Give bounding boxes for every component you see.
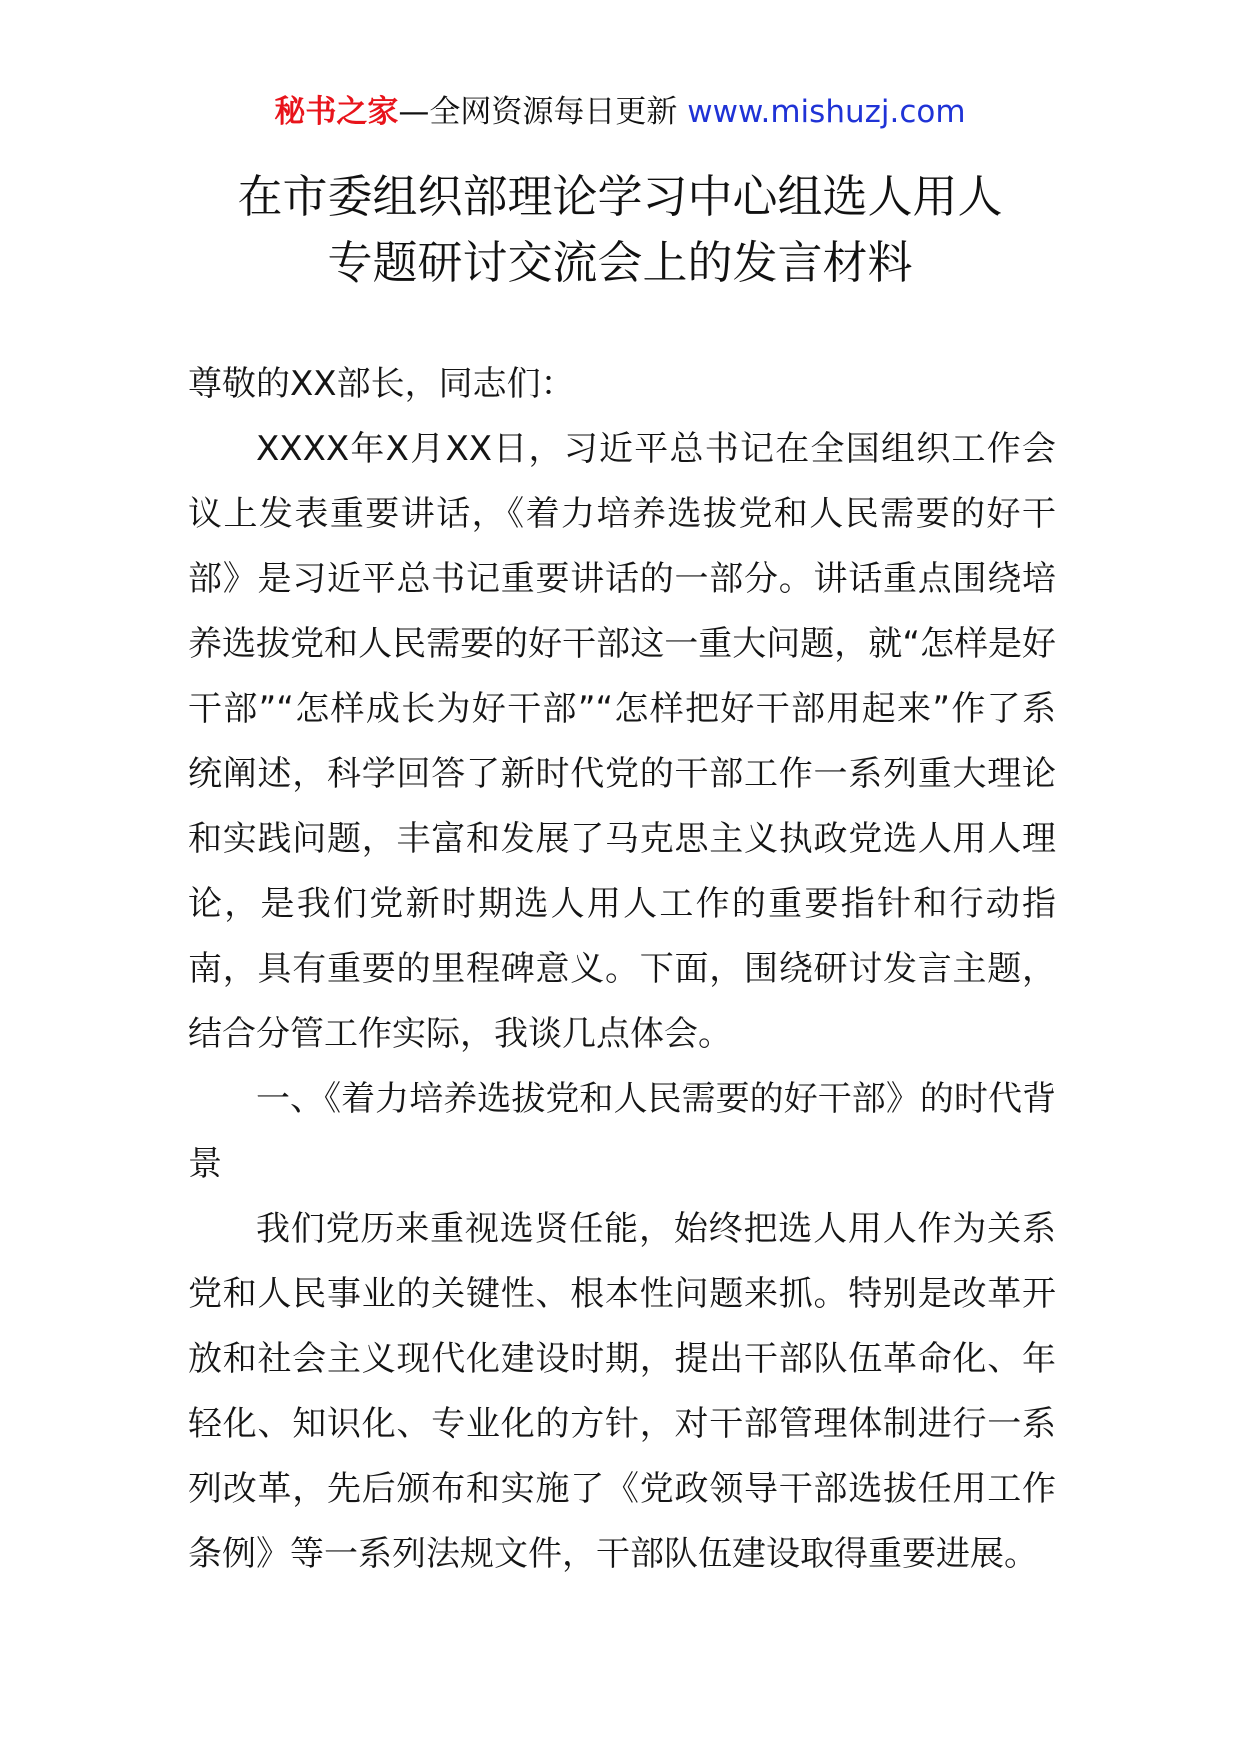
section-heading-1: 一、《着力培养选拔党和人民需要的好干部》的时代背景 xyxy=(188,1079,1056,1184)
body-paragraph-1: XXXX年X月XX日，习近平总书记在全国组织工作会议上发表重要讲话，《着力培养选拔党和人民需要的好干部》是习近平总书记重要讲话的一部分。讲话重点围绕培养选拔党和人民需要的好干部这一重大问题，就“怎样是好干部”“怎样成长为好干部”“怎样把好干部用起来”作了系统阐述，科学回答了新时代党的干部工作一系列重大理论和实践问题，丰富和发展了马克思主义执政党选人用人理论，是我们党新时期选人用人工作的重要指针和行动指南，具有重要的里程碑意义。下面，围绕研讨发言主题，结合分管工作实际，我谈几点体会。 xyxy=(188,429,1056,1054)
site-url-link[interactable]: www.mishuzj.com xyxy=(687,94,966,130)
title-line-2: 专题研讨交流会上的发言材料 xyxy=(327,236,913,289)
title-line-1: 在市委组织部理论学习中心组选人用人 xyxy=(237,170,1003,223)
document-title xyxy=(0,164,1240,296)
body-paragraph-2: 我们党历来重视选贤任能，始终把选人用人作为关系党和人民事业的关键性、根本性问题来抓。特别是改革开放和社会主义现代化建设时期，提出干部队伍革命化、年轻化、知识化、专业化的方针，对干部管理体制进行一系列改革，先后颁布和实施了《党政领导干部选拔任用工作条例》等一系列法规文件，干部队伍建设取得重要进展。 xyxy=(188,1209,1056,1574)
site-tagline: —全网资源每日更新 xyxy=(398,94,678,130)
site-brand: 秘书之家 xyxy=(274,94,399,130)
site-header xyxy=(0,92,1240,132)
document-body xyxy=(188,352,1056,1587)
salutation: 尊敬的XX部长，同志们： xyxy=(188,364,575,404)
